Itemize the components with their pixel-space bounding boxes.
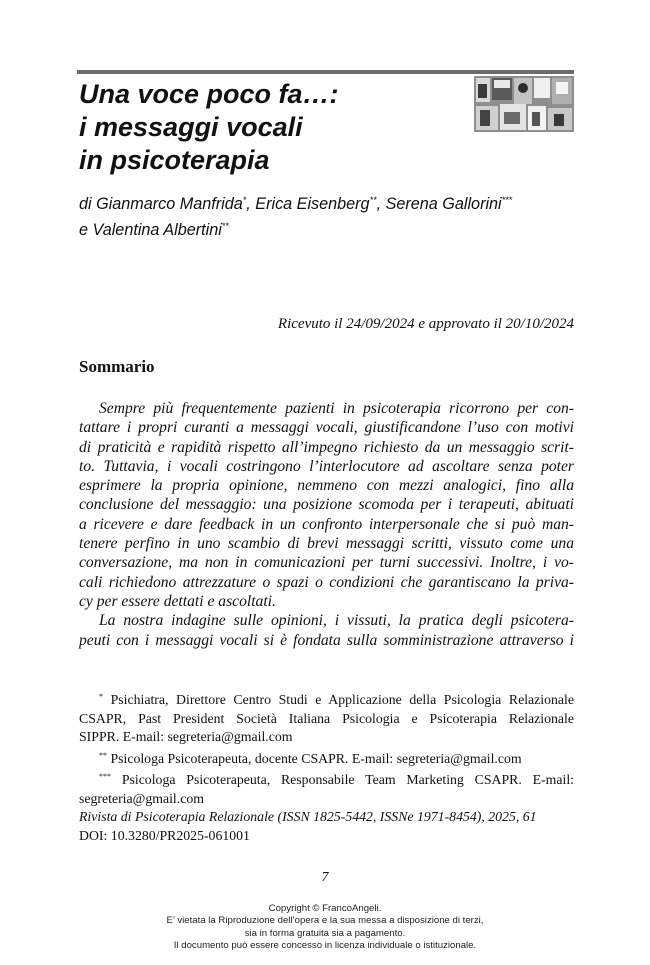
- title-line: i messaggi vocali: [79, 112, 303, 142]
- author-footnote-mark: ***: [501, 195, 513, 205]
- abstract-line: peuti con i messaggi vocali si è fondata sulla somministrazione attraverso i: [79, 631, 574, 649]
- author-name: Valentina Albertini: [92, 221, 222, 239]
- journal-reference: Rivista di Psicoterapia Relazionale (ISSN 1825-5442, ISSNe 1971-8454), 2025, 61: [79, 809, 537, 824]
- footnote-line: CSAPR, Past President Società Italiana Psicologia e Psicoterapia Relazionale: [79, 710, 574, 726]
- footnote-line: [79, 747, 574, 769]
- footnote-text: Psicologa Psicoterapeuta, Responsabile Team Marketing CSAPR. E-mail:: [121, 772, 574, 787]
- abstract-body: [79, 399, 574, 650]
- author-name: Serena Gallorini: [385, 195, 502, 213]
- footnote-line: [79, 688, 574, 710]
- footnote-line: [79, 768, 574, 790]
- abstract-line: tattare i propri curanti a messaggi vocali, giustificandone l’uso con motivi: [79, 419, 574, 437]
- footnote-text: Psicologa Psicoterapeuta, docente CSAPR. E-mail: segreteria@gmail.com: [110, 750, 522, 766]
- author-name: Gianmarco Manfrida: [96, 195, 243, 213]
- abstract-line: Sempre più frequentemente pazienti in psicoterapia ricorrono per con-: [99, 400, 574, 417]
- footnote-text: Psichiatra, Direttore Centro Studi e Applicazione della Psicologia Relazionale: [110, 692, 574, 707]
- abstract-line: to. Tuttavia, i vocali costringono l’interlocutore ad ascoltare senza poter: [79, 457, 574, 475]
- article-thumbnail-image: [474, 76, 574, 132]
- copyright-line: E’ vietata la Riproduzione dell’opera e la sua messa a disposizione di terzi,: [166, 915, 484, 927]
- received-approved-date: Ricevuto il 24/09/2024 e approvato il 20/10/2024: [277, 316, 574, 332]
- copyright-line: Il documento può essere concesso in licenza individuale o istituzionale.: [173, 939, 477, 951]
- author-footnotes: [79, 688, 574, 808]
- footnote-mark: **: [99, 750, 107, 760]
- abstract-line: esprimere la propria opinione, nemmeno con mezzi analogici, fino alla: [79, 477, 574, 495]
- article-title: [79, 78, 459, 177]
- abstract-line: conversazione, ma non in comunicazioni per turni successivi. Inoltre, i vo-: [79, 554, 574, 572]
- title-line: Una voce poco fa…:: [79, 79, 339, 109]
- author-footnote-mark: **: [369, 195, 377, 205]
- doi: DOI: 10.3280/PR2025-061001: [79, 827, 250, 843]
- page-number: 7: [321, 870, 329, 885]
- author-prefix: e: [79, 221, 93, 239]
- author-line: [79, 215, 579, 241]
- footnote-line: segreteria@gmail.com: [79, 790, 204, 806]
- author-list: [79, 189, 579, 241]
- author-footnote-mark: *: [242, 195, 247, 205]
- abstract-line: cali richiedono attrezzature o spazi o condizioni che garantiscano la priva-: [79, 573, 574, 591]
- footnote-line: SIPPR. E-mail: segreteria@gmail.com: [79, 729, 293, 744]
- journal-citation: [79, 808, 574, 845]
- footnote-mark: *: [99, 692, 103, 701]
- copyright-notice: [0, 903, 650, 952]
- abstract-line: cy per essere dettati e ascoltati.: [79, 592, 276, 610]
- abstract-line: conclusione del messaggio: una posizione scomoda per i terapeuti, abituati: [79, 496, 574, 514]
- copyright-line: Copyright © FrancoAngeli.: [268, 903, 382, 914]
- abstract-line: La nostra indagine sulle opinioni, i vissuti, la pratica degli psicotera-: [99, 612, 574, 630]
- author-footnote-mark: **: [221, 221, 229, 231]
- copyright-line: sia in forma gratuita sia a pagamento.: [244, 927, 406, 939]
- footnote-mark: ***: [99, 772, 111, 781]
- author-name: Erica Eisenberg: [255, 195, 370, 213]
- thumbnail-collage-graphic: [474, 76, 574, 132]
- section-heading-sommario: Sommario: [79, 357, 155, 376]
- author-line: di Gianmarco Manfrida*, Erica Eisenberg**, Serena Gallorini***: [79, 195, 513, 213]
- abstract-line: tenere perfino in uno scambio di brevi messaggi scritti, vissuto come una: [79, 535, 574, 553]
- abstract-line: a ricevere e dare feedback in un confronto interpersonale che si può man-: [79, 515, 574, 533]
- abstract-line: di praticità e rapidità rispetto all’impegno richiesto da un messaggio scrit-: [79, 438, 574, 456]
- author-prefix: di: [79, 195, 97, 213]
- title-line: in psicoterapia: [79, 145, 270, 175]
- top-rule: [77, 70, 574, 74]
